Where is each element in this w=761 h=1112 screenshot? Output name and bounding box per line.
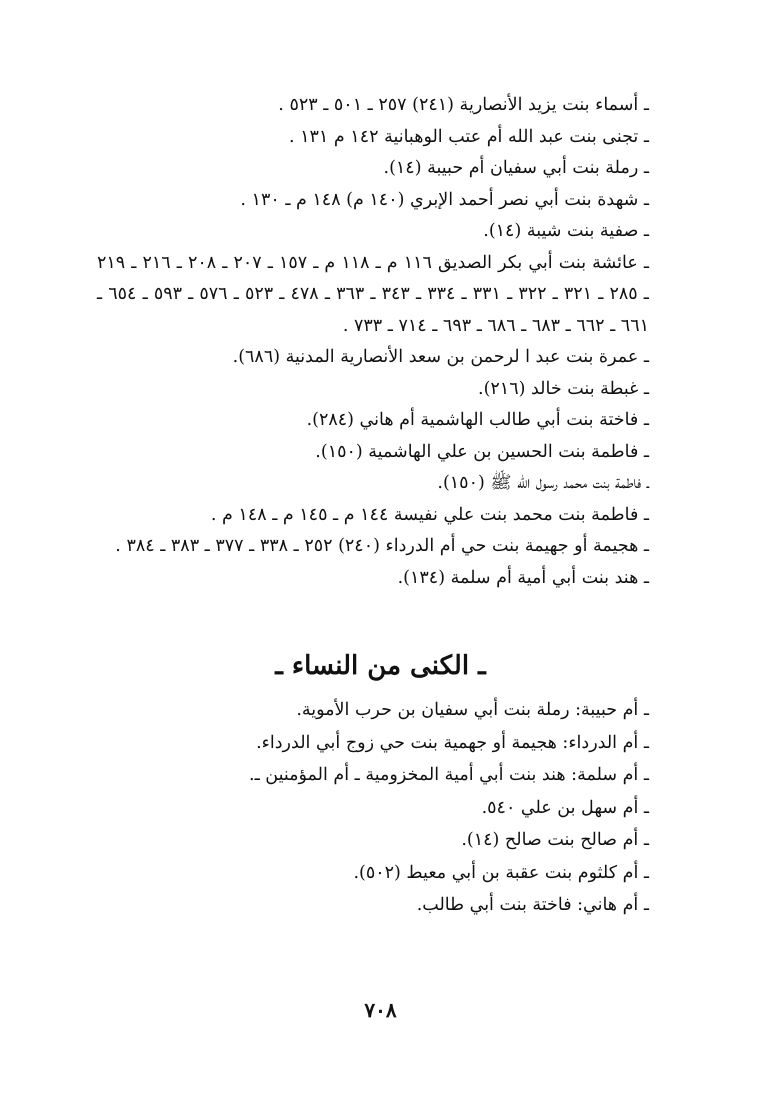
index-entry: ـ صفية بنت شيبة (١٤). [483,221,649,241]
index-entry: ـ هجيمة أو جهيمة بنت حي أم الدرداء (٢٤٠) ٢٥٢ ـ ٣٣٨ ـ ٣٧٧ ـ ٣٨٣ ـ ٣٨٤ . [115,536,649,556]
section-title: ـ الكنى من النساء ـ [275,651,486,681]
index-entry: ـ فاطمة بنت محمد رسول الله ﷺ (١٥٠). [437,473,649,493]
index-entry: ـ عائشة بنت أبي بكر الصديق ١١٦ م ـ ١١٨ م ـ ١٥٧ ـ ٢٠٧ ـ ٢٠٨ ـ ٢١٦ ـ ٢١٩ ـ ٢٨٥ ـ ٣٢١ ـ ٣٢٢ ـ ٣٣١ ـ ٣٣٤ ـ ٣٤٣ ـ ٣٦٣ ـ ٤٧٨ ـ ٥٢٣ ـ ٥٧٦ ـ ٥٩٣ ـ ٦٥٤ ـ ٦٦١ ـ ٦٦٢ ـ ٦٨٣ ـ ٦٨٦ ـ ٦٩٣ ـ ٧١٤ ـ ٧٣٣ . [97,252,649,336]
index-entry: ـ أسماء بنت يزيد الأنصارية (٢٤١) ٢٥٧ ـ ٥٠١ ـ ٥٢٣ . [278,95,649,115]
kuna-item: ـ أم كلثوم بنت عقبة بن أبي معيط (٥٠٢). [353,862,649,883]
index-entry: ـ تجنى بنت عبد الله أم عتب الوهبانية ١٤٢ م ١٣١ . [288,126,649,147]
page-number: ٧٠٨ [364,998,397,1022]
index-entry: ـ عمرة بنت عبد ا لرحمن بن سعد الأنصارية المدنية (٦٨٦). [232,347,649,367]
kuna-item: ـ أم صالح بنت صالح (١٤). [461,830,649,850]
kuna-item: ـ أم سلمة: هند بنت أبي أمية المخزومية ـ أم المؤمنين ـ. [249,765,649,785]
index-entry: ـ هند بنت أبي أمية أم سلمة (١٣٤). [397,567,649,588]
kuna-item: ـ أم سهل بن علي ٥٤٠. [481,797,649,818]
index-entry: ـ فاطمة بنت الحسين بن علي الهاشمية (١٥٠). [315,441,649,462]
kuna-item: ـ أم حبيبة: رملة بنت أبي سفيان بن حرب الأموية. [296,700,649,720]
index-entry: ـ شهدة بنت أبي نصر أحمد الإبري (١٤٠ م) ١٤٨ م ـ ١٣٠ . [240,189,649,210]
index-entry: ـ رملة بنت أبي سفيان أم حبيبة (١٤). [383,158,649,178]
kuna-item: ـ أم هاني: فاختة بنت أبي طالب. [416,895,649,915]
index-entry: ـ غبطة بنت خالد (٢١٦). [478,378,649,399]
index-entry: ـ فاختة بنت أبي طالب الهاشمية أم هاني (٢٨٤). [306,410,649,430]
index-entry: ـ فاطمة بنت محمد بنت علي نفيسة ١٤٤ م ـ ١٤٥ م ـ ١٤٨ م . [210,504,649,525]
kuna-list [109,694,649,922]
women-names-index [97,90,649,594]
kuna-item: ـ أم الدرداء: هجيمة أو جهمية بنت حي زوج أبي الدرداء. [256,732,649,753]
